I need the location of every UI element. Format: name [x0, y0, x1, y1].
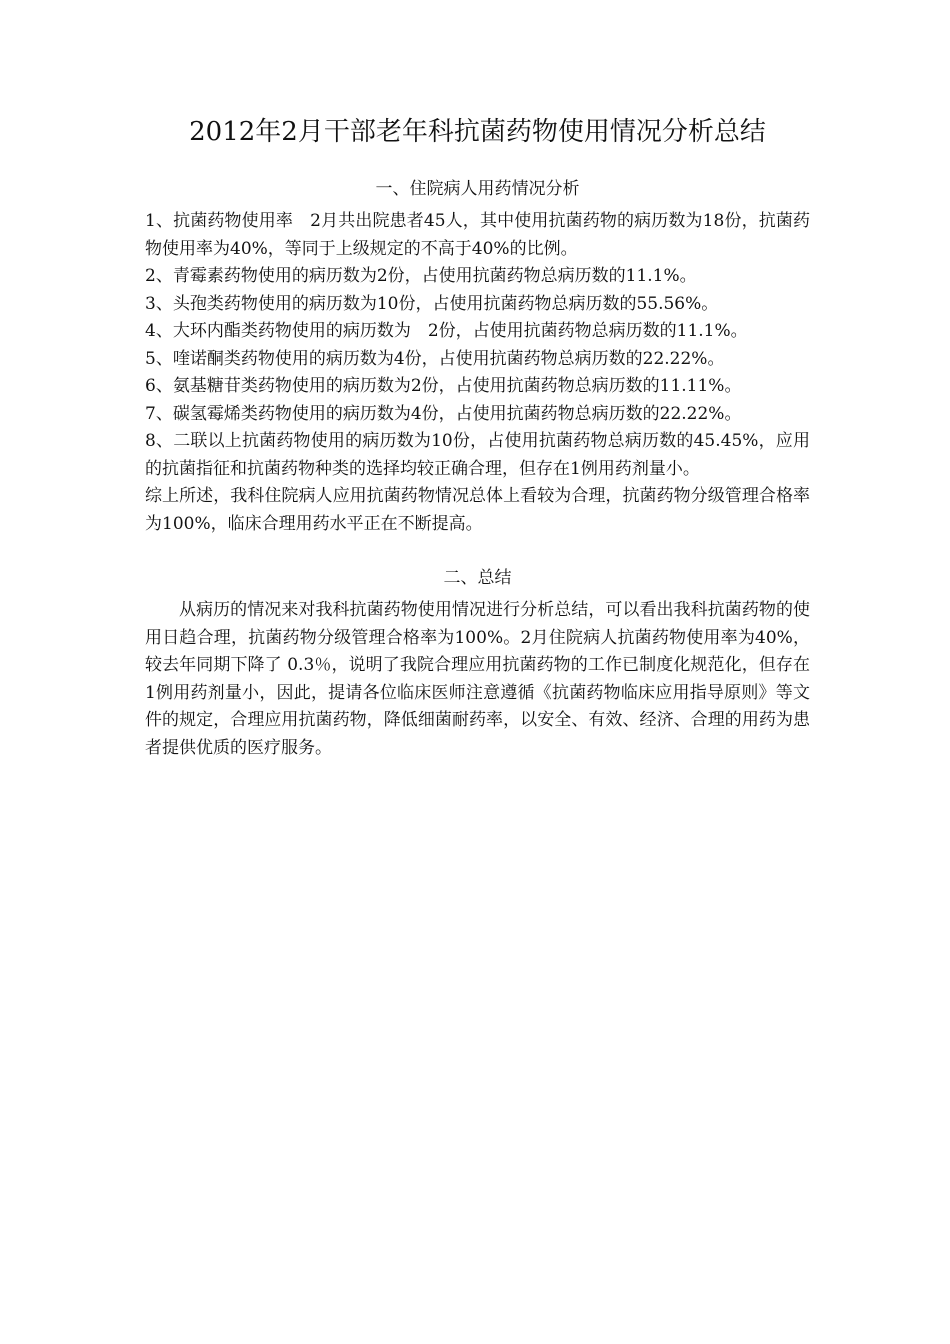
analysis-item-4: 4、大环内酯类药物使用的病历数为 2份，占使用抗菌药物总病历数的11.1%。	[145, 321, 748, 341]
analysis-item-2: 2、青霉素药物使用的病历数为2份，占使用抗菌药物总病历数的11.1%。	[145, 266, 697, 286]
section-spacer	[145, 538, 810, 565]
analysis-item-3: 3、头孢类药物使用的病历数为10份，占使用抗菌药物总病历数的55.56%。	[145, 293, 719, 314]
document-content	[145, 112, 810, 762]
document-title: 2012年2月干部老年科抗菌药物使用情况分析总结	[189, 117, 766, 147]
analysis-item-8: 8、二联以上抗菌药物使用的病历数为10份，占使用抗菌药物总病历数的45.45%，应用的抗菌指征和抗菌药物种类的选择均较正确合理，但存在1例用药剂量小。	[145, 431, 810, 479]
section-heading-summary: 二、总结	[443, 568, 512, 588]
analysis-item-6: 6、氨基糖苷类药物使用的病历数为2份，占使用抗菌药物总病历数的11.11%。	[145, 376, 742, 396]
summary-paragraph: 从病历的情况来对我科抗菌药物使用情况进行分析总结，可以看出我科抗菌药物的使用日趋合理，抗菌药物分级管理合格率为100%。2月住院病人抗菌药物使用率为40%，较去年同期下降了 0.3％，说明了我院合理应用抗菌药物的工作已制度化规范化，但存在1例用药剂量小，因此，提请各位临床医师注意遵循《抗菌药物临床应用指导原则》等文件的规定，合理应用抗菌药物，降低细菌耐药率，以安全、有效、经济、合理的用药为患者提供优质的医疗服务。	[145, 600, 810, 758]
analysis-item-5: 5、喹诺酮类药物使用的病历数为4份，占使用抗菌药物总病历数的22.22%。	[145, 348, 725, 369]
analysis-conclusion: 综上所述，我科住院病人应用抗菌药物情况总体上看较为合理，抗菌药物分级管理合格率为100%，临床合理用药水平正在不断提高。	[145, 486, 810, 534]
analysis-item-1: 1、抗菌药物使用率 2月共出院患者45人，其中使用抗菌药物的病历数为18份，抗菌药物使用率为40%，等同于上级规定的不高于40%的比例。	[145, 211, 810, 259]
analysis-item-7: 7、碳氢霉烯类药物使用的病历数为4份，占使用抗菌药物总病历数的22.22%。	[145, 403, 742, 424]
section-heading-analysis: 一、住院病人用药情况分析	[375, 179, 580, 199]
